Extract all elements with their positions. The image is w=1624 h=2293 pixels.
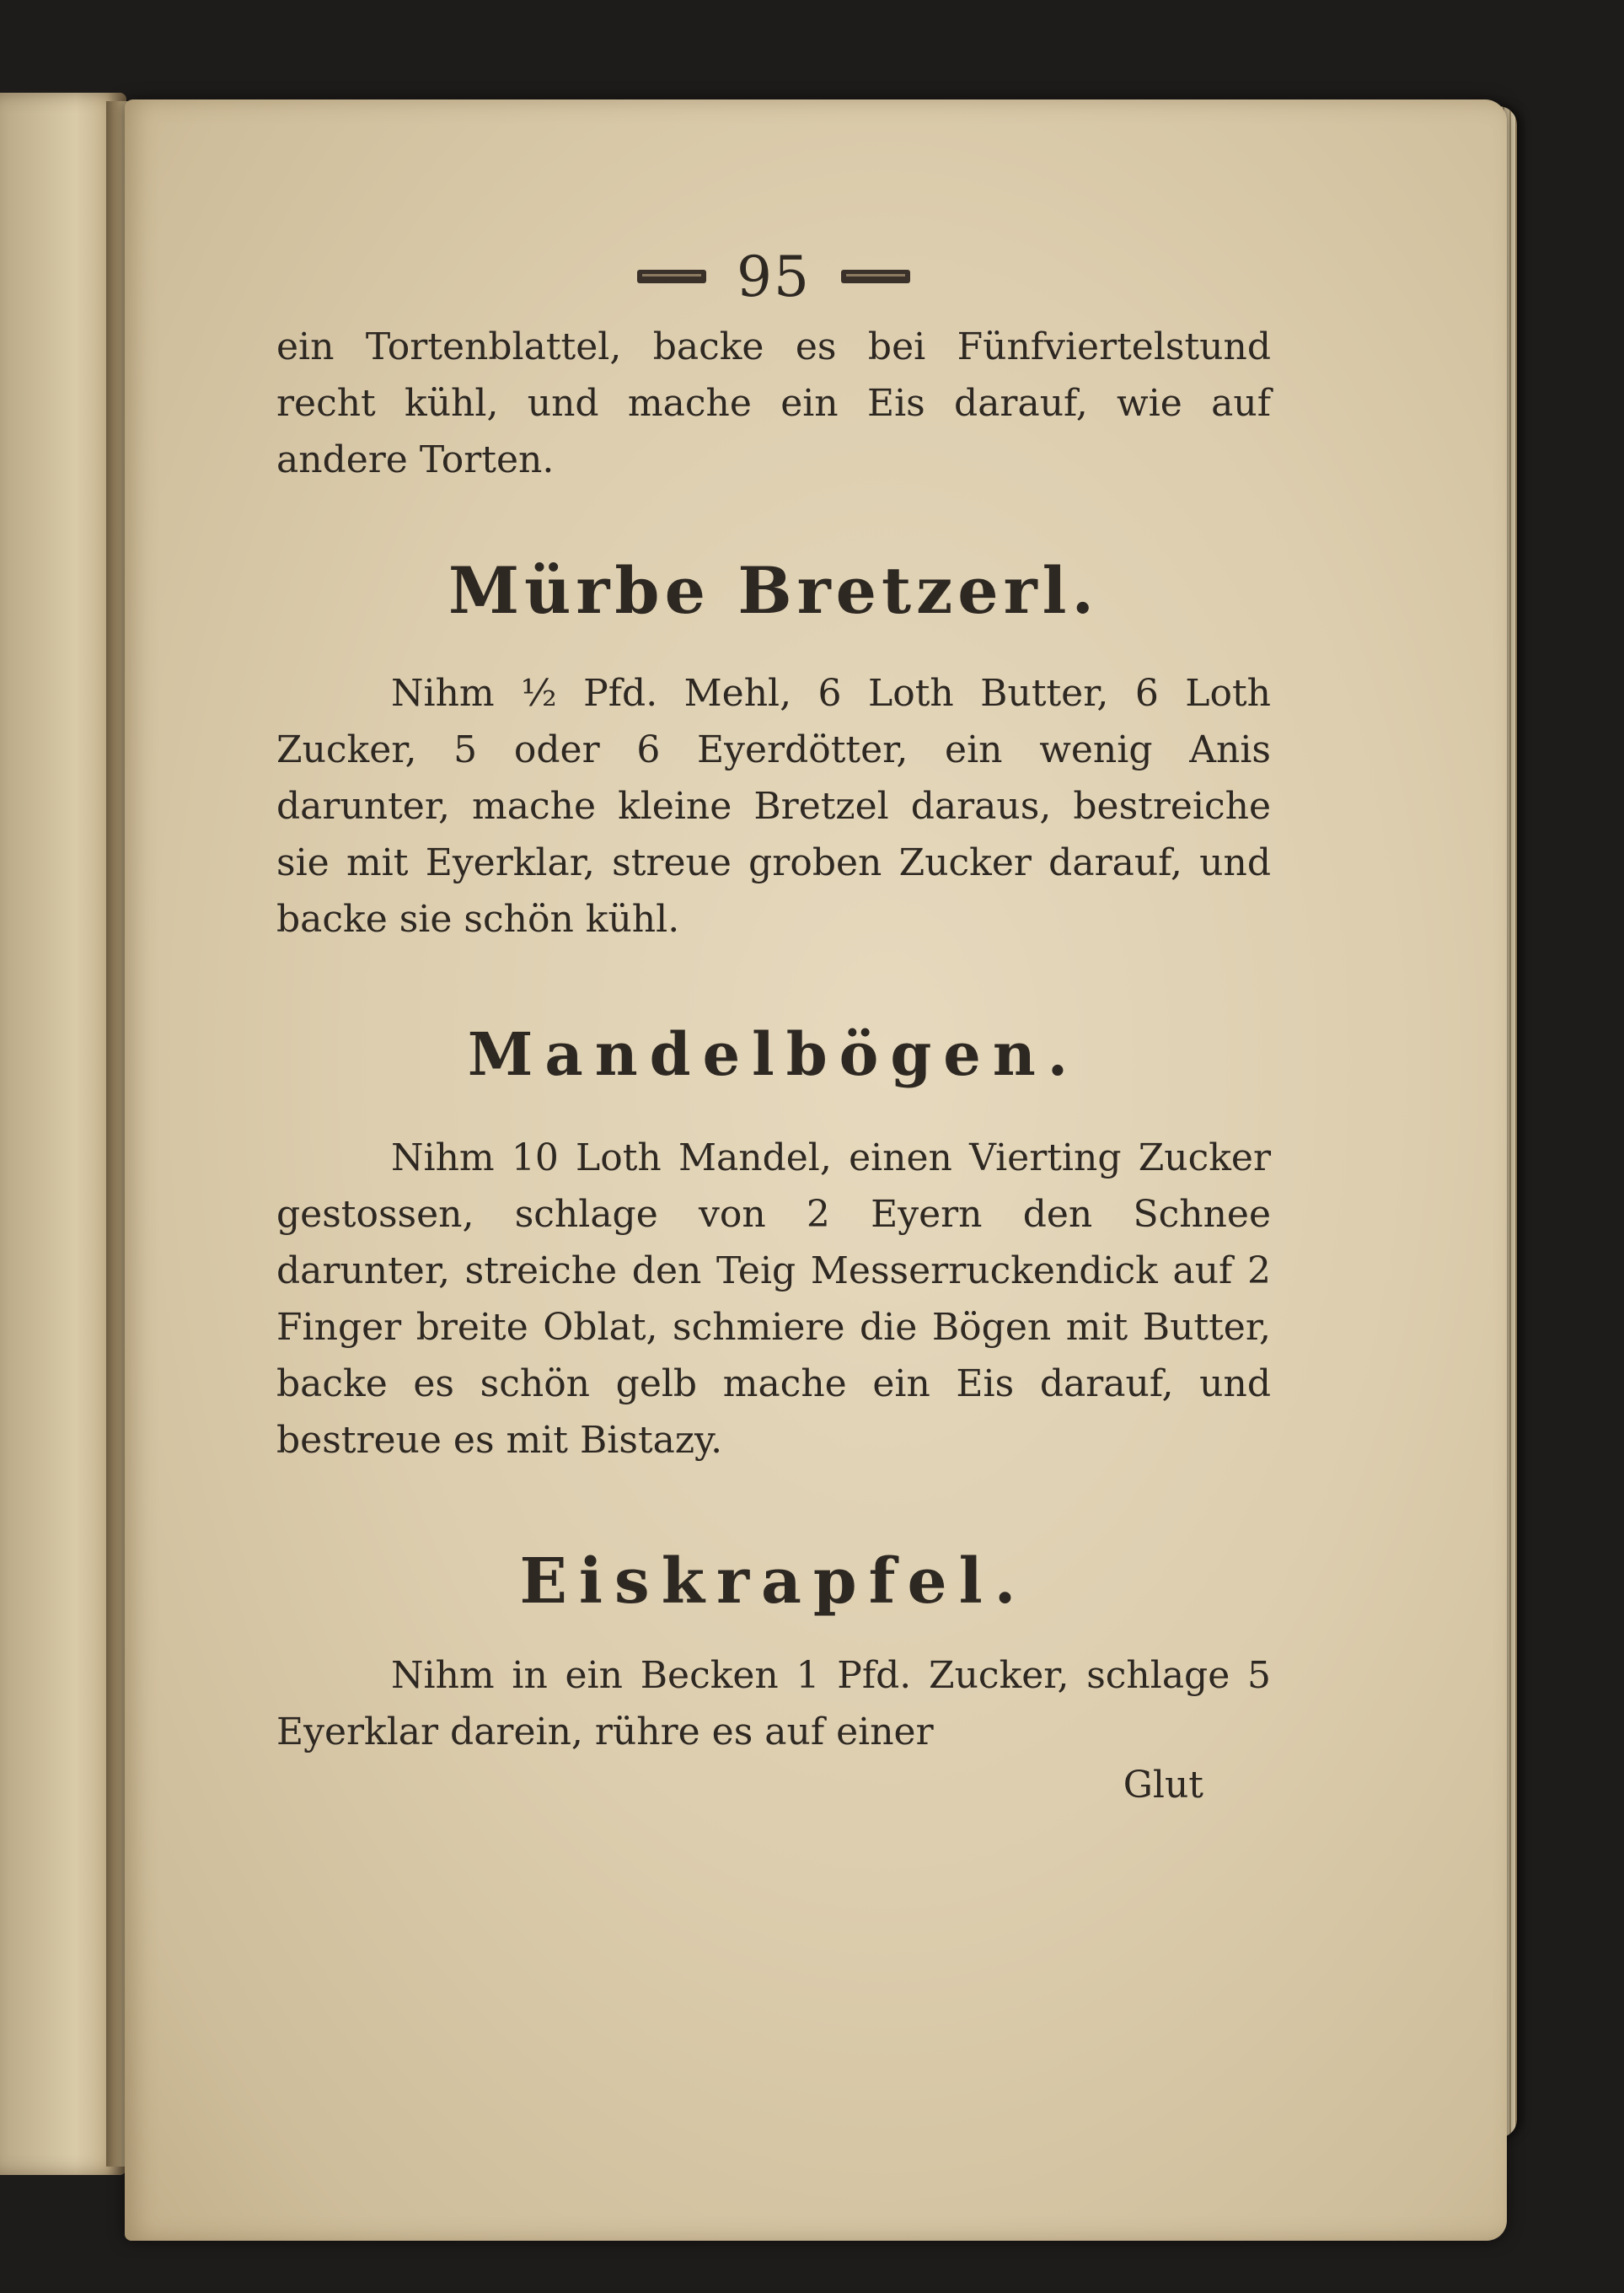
header-rule-right — [841, 270, 910, 283]
book-page — [125, 99, 1507, 2241]
page-text-block — [276, 234, 1271, 1811]
recipe-text-mandelboegen: Nihm 10 Loth Mandel, einen Vierting Zucker gestossen, schlage von 2 Eyern den Schnee darunter, streiche den Teig Messerruckendick auf 2 Finger breite Oblat, schmiere die Bögen mit Butter, backe es schön gelb mache ein Eis darauf, und bestreue es mit Bistazy. — [276, 1136, 1271, 1462]
page-number: 95 — [737, 244, 811, 309]
recipe-title-muerbe-bretzerl: Mürbe Bretzerl. — [448, 553, 1099, 628]
recipe-title-eiskrapfel: Eiskrapfel. — [519, 1545, 1028, 1618]
catchword: Glut — [1123, 1764, 1203, 1807]
header-rule-left — [637, 270, 706, 283]
recipe-text-eiskrapfel: Nihm in ein Becken 1 Pfd. Zucker, schlage 5 Eyerklar darein, rühre es auf einer — [276, 1654, 1271, 1753]
recipe-text-muerbe-bretzerl: Nihm ½ Pfd. Mehl, 6 Loth Butter, 6 Loth Zucker, 5 oder 6 Eyerdötter, ein wenig Anis darunter, mache kleine Bretzel daraus, bestreiche sie mit Eyerklar, streue groben Zucker darauf, und backe sie schön kühl. — [276, 672, 1271, 941]
intro-paragraph: ein Tortenblattel, backe es bei Fünfviertelstund recht kühl, und mache ein Eis darauf, wie auf andere Torten. — [276, 325, 1271, 481]
recipe-title-mandelboegen: Mandelbögen. — [467, 1019, 1080, 1089]
page-header — [276, 234, 1271, 319]
